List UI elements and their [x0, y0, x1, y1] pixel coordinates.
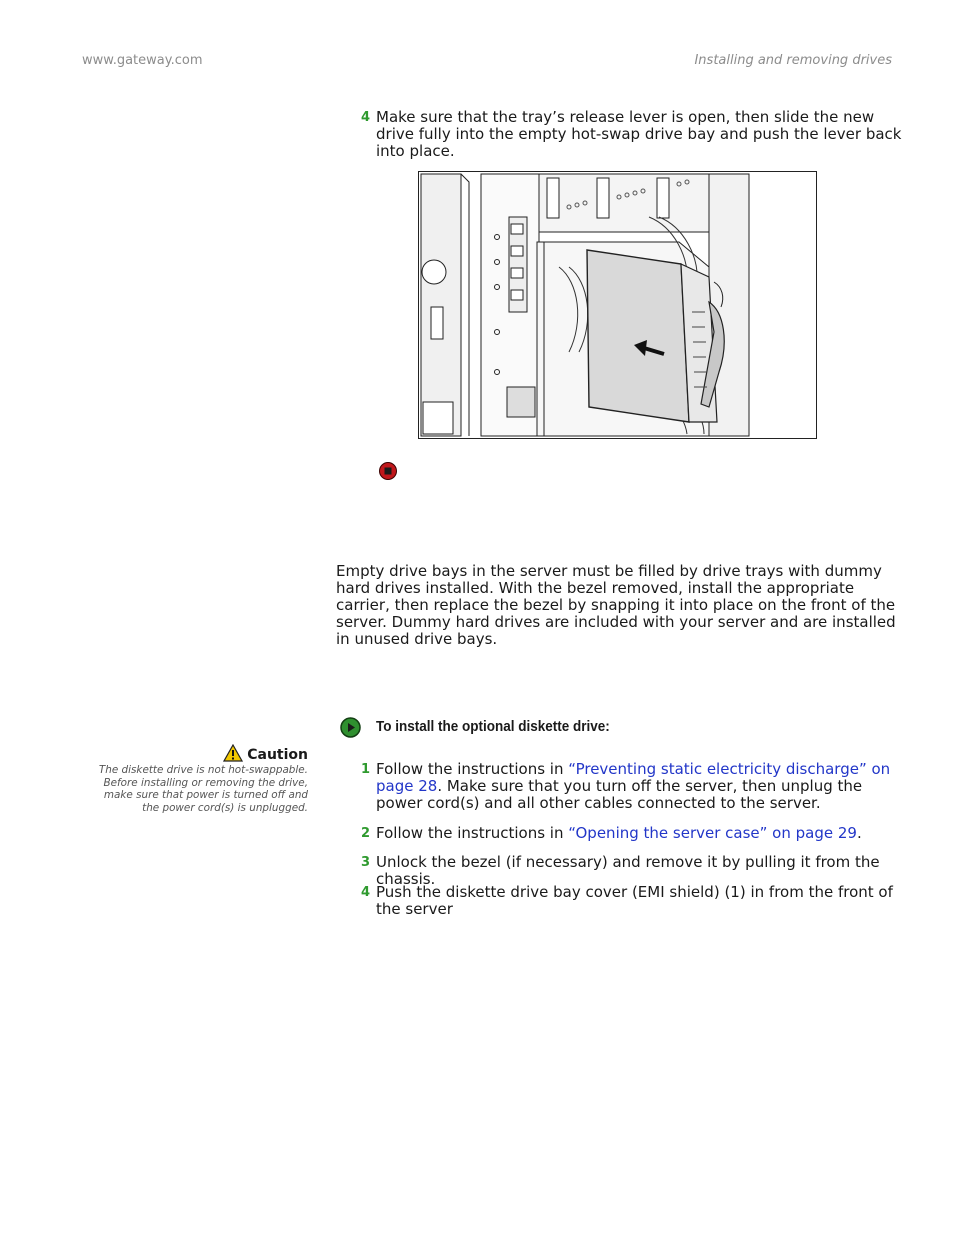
step-text-part: . Make sure that you turn off the server, then unplug the power cord(s) and all other cables connected to the server. — [376, 777, 863, 812]
procedure-step — [356, 825, 904, 842]
warning-icon — [223, 744, 243, 766]
procedure-step — [356, 761, 904, 812]
step-text — [376, 825, 904, 842]
caution-text: The diskette drive is not hot-swappable. Before installing or removing the drive, make sure that power is turned off and the power cord(s) is unplugged. — [98, 764, 308, 814]
step-text-part: Follow the instructions in — [376, 760, 569, 778]
step-text-part: Follow the instructions in — [376, 824, 569, 842]
dummy-drive-paragraph: Empty drive bays in the server must be filled by drive trays with dummy hard drives installed. With the bezel removed, install the appropriate carrier, then replace the bezel by snapping it into place on the front of the server. Dummy hard drives are included with your server and are installed in unused drive bays. — [336, 562, 896, 648]
procedure-step — [356, 884, 904, 918]
step-text: Unlock the bezel (if necessary) and remove it by pulling it from the chassis. — [376, 853, 880, 888]
drive-installation-figure — [418, 171, 817, 439]
play-icon — [340, 717, 361, 738]
step-number: 4 — [360, 885, 370, 900]
stop-icon — [379, 462, 397, 480]
header-site: www.gateway.com — [82, 53, 203, 68]
step-number: 3 — [360, 855, 370, 870]
step-text: Make sure that the tray’s release lever is open, then slide the new drive fully into the empty hot-swap drive bay and push the lever back into place. — [376, 108, 902, 160]
step-text-part: . — [856, 824, 862, 842]
static-discharge-link[interactable]: “Preventing static electricity discharge” on page 28 — [376, 760, 891, 795]
step-top — [356, 109, 904, 160]
step-number: 1 — [360, 762, 370, 777]
procedure-title: To install the optional diskette drive: — [376, 718, 610, 735]
step-text: Push the diskette drive bay cover (EMI shield) (1) in from the front of the server — [376, 883, 893, 918]
step-text — [376, 761, 904, 812]
caution-heading — [228, 744, 308, 766]
step-number: 4 — [360, 110, 370, 125]
header-section-title: Installing and removing drives — [694, 53, 892, 68]
step-number: 2 — [360, 826, 370, 841]
server-drive-illustration — [419, 172, 816, 438]
caution-title: Caution — [247, 747, 308, 763]
opening-case-link[interactable]: “Opening the server case” on page 29 — [568, 824, 857, 842]
